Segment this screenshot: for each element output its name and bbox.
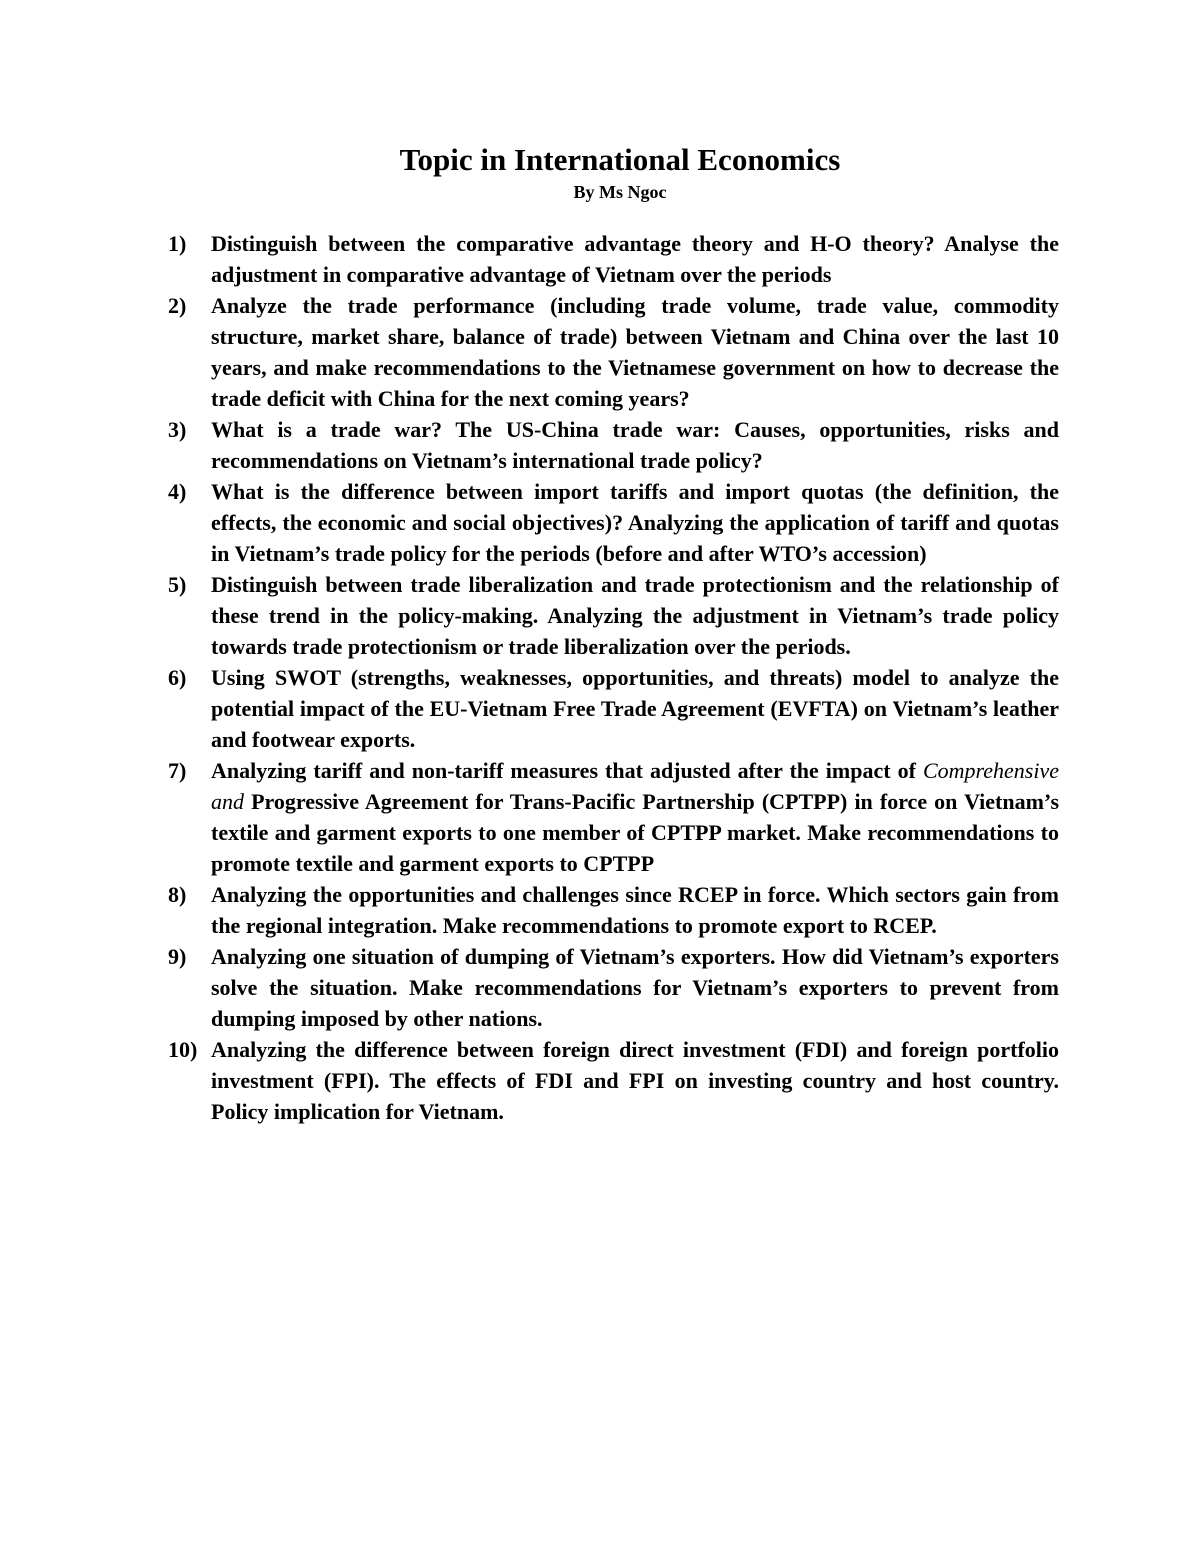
topic-number: 4) (168, 479, 187, 504)
topic-text: Distinguish between the comparative advantage theory and H-O theory? Analyse the adjustment in comparative advantage of Vietnam over the periods (211, 231, 1059, 287)
topic-number: 7) (168, 758, 187, 783)
topic-number: 10) (168, 1037, 198, 1062)
document-title: Topic in International Economics (399, 142, 841, 177)
topic-item-9 (168, 941, 1059, 1034)
topic-number: 5) (168, 572, 187, 597)
topic-text: What is the difference between import tariffs and import quotas (the definition, the effects, the economic and social objectives)? Analyzing the application of tariff and quotas in Vietnam’s trade policy for the periods (before and after WTO’s accession) (211, 479, 1059, 566)
topic-text-after: Progressive Agreement for Trans-Pacific Partnership (CPTPP) in force on Vietnam’s textile and garment exports to one member of CPTPP market. Make recommendations to promote textile and garment exports to CPTPP (211, 789, 1059, 876)
topic-text: Distinguish between trade liberalization and trade protectionism and the relationship of these trend in the policy-making. Analyzing the adjustment in Vietnam’s trade policy towards trade protectionism or trade liberalization over the periods. (211, 572, 1059, 659)
topic-item-1 (168, 228, 1059, 290)
topic-text-before: Analyzing tariff and non-tariff measures that adjusted after the impact of (211, 758, 923, 783)
topic-item-10 (168, 1034, 1059, 1127)
topic-text: Analyzing the difference between foreign direct investment (FDI) and foreign portfolio investment (FPI). The effects of FDI and FPI on investing country and host country. Policy implication for Vietnam. (211, 1037, 1059, 1124)
topic-text: Analyze the trade performance (including trade volume, trade value, commodity structure, market share, balance of trade) between Vietnam and China over the last 10 years, and make recommendations to the Vietnamese government on how to decrease the trade deficit with China for the next coming years? (211, 293, 1059, 411)
document-author: By Ms Ngoc (573, 182, 667, 202)
topic-text: Analyzing one situation of dumping of Vietnam’s exporters. How did Vietnam’s exporters solve the situation. Make recommendations for Vietnam’s exporters to prevent from dumping imposed by other nations. (211, 944, 1059, 1031)
topic-number: 3) (168, 417, 187, 442)
topic-number: 1) (168, 231, 187, 256)
topic-item-3 (168, 414, 1059, 476)
topic-item-2 (168, 290, 1059, 414)
topic-item-5 (168, 569, 1059, 662)
topic-text (211, 755, 1059, 879)
topic-number: 6) (168, 665, 187, 690)
topic-number: 9) (168, 944, 187, 969)
topic-item-4 (168, 476, 1059, 569)
topic-item-7 (168, 755, 1059, 879)
topic-text: What is a trade war? The US-China trade war: Causes, opportunities, risks and recommendations on Vietnam’s international trade policy? (211, 417, 1059, 473)
topic-number: 8) (168, 882, 187, 907)
topic-text: Using SWOT (strengths, weaknesses, opportunities, and threats) model to analyze the potential impact of the EU-Vietnam Free Trade Agreement (EVFTA) on Vietnam’s leather and footwear exports. (211, 665, 1059, 752)
topic-number: 2) (168, 293, 187, 318)
topic-list (168, 228, 1059, 1127)
topic-item-6 (168, 662, 1059, 755)
topic-text-italic: Comprehensive and (211, 758, 1059, 814)
topic-text: Analyzing the opportunities and challenges since RCEP in force. Which sectors gain from the regional integration. Make recommendations to promote export to RCEP. (211, 882, 1059, 938)
topic-item-8 (168, 879, 1059, 941)
